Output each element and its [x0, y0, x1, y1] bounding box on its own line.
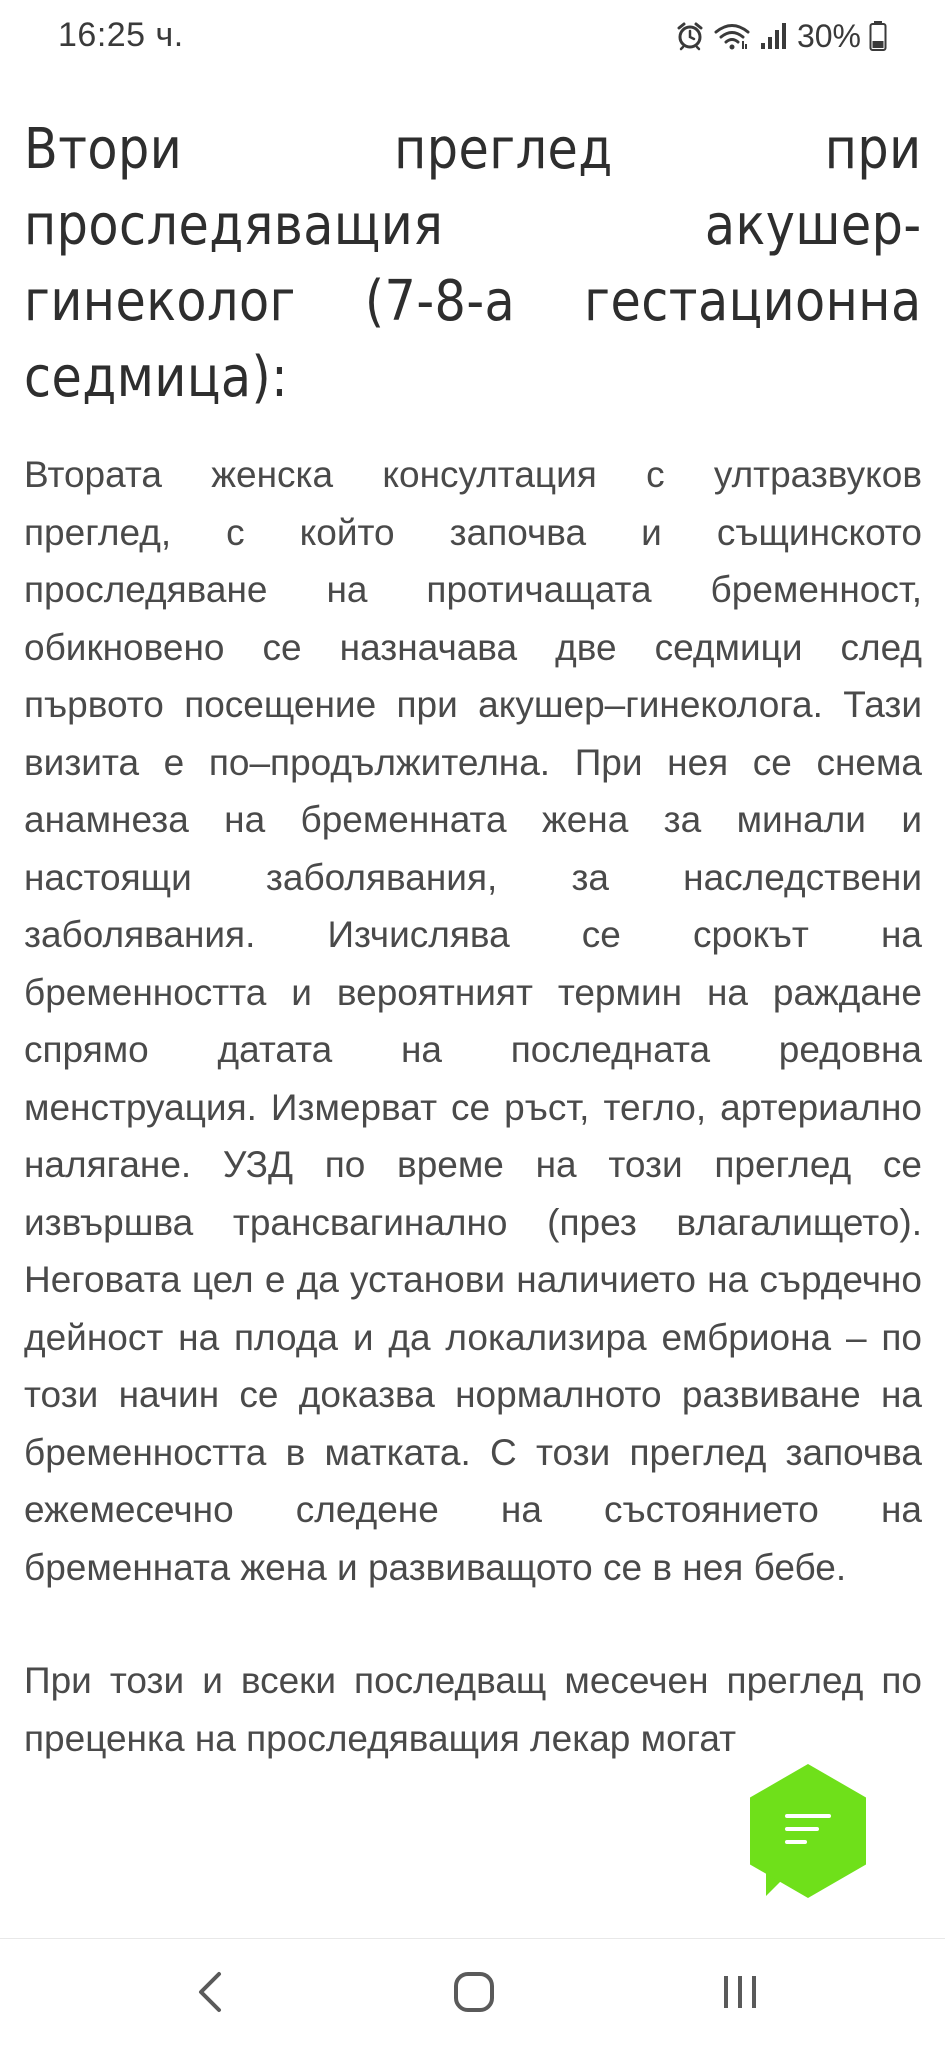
wifi-icon — [713, 21, 751, 51]
article — [24, 112, 922, 1767]
recents-icon — [720, 1972, 760, 2017]
home-button[interactable] — [434, 1961, 514, 2027]
status-icons — [675, 14, 887, 58]
system-navigation-bar — [0, 1938, 945, 2049]
battery-icon — [869, 20, 887, 52]
back-button[interactable] — [170, 1961, 250, 2027]
alarm-icon — [675, 21, 705, 51]
article-paragraph: При този и всеки последващ месечен преглед по преценка на проследяващия лекар могат — [24, 1660, 922, 1759]
battery-level: 30% — [796, 17, 861, 54]
recents-button[interactable] — [700, 1961, 780, 2027]
status-time: 16:25 ч. — [58, 16, 184, 54]
status-bar — [0, 0, 945, 74]
article-paragraph: Втората женска консултация с ултразвуков преглед, с който започва и същинското проследяване на протичащата бременност, обикновено се назначава две седмици след първото посещение при акушер–гинеколога. Тази визита е по–продължителна. При нея се снема анамнеза на бременната жена за минали и настоящи заболявания, за наследствени заболявания. Изчислява се срокът на бременността и вероятният термин на раждане спрямо датата на последната редовна менструация. Измерват се ръст, тегло, артериално налягане. УЗД по време на този преглед се извършва трансвагинално (през влагалището). Неговата цел е да установи наличието на сърдечно дейност на плода и да локализира ембриона – по този начин се доказва нормалното развиване на бременността в матката. С този преглед започва ежемесечно следене на състоянието на бременната жена и развиващото се в нея бебе. — [24, 454, 922, 1588]
menu-lines-icon — [783, 1812, 833, 1851]
home-icon — [452, 1970, 496, 2019]
article-title: Втори преглед при проследяващия акушер-гинеколог (7-8-а гестационна седмица): — [24, 117, 922, 410]
back-icon — [195, 1970, 225, 2019]
cellular-signal-icon — [759, 21, 787, 51]
